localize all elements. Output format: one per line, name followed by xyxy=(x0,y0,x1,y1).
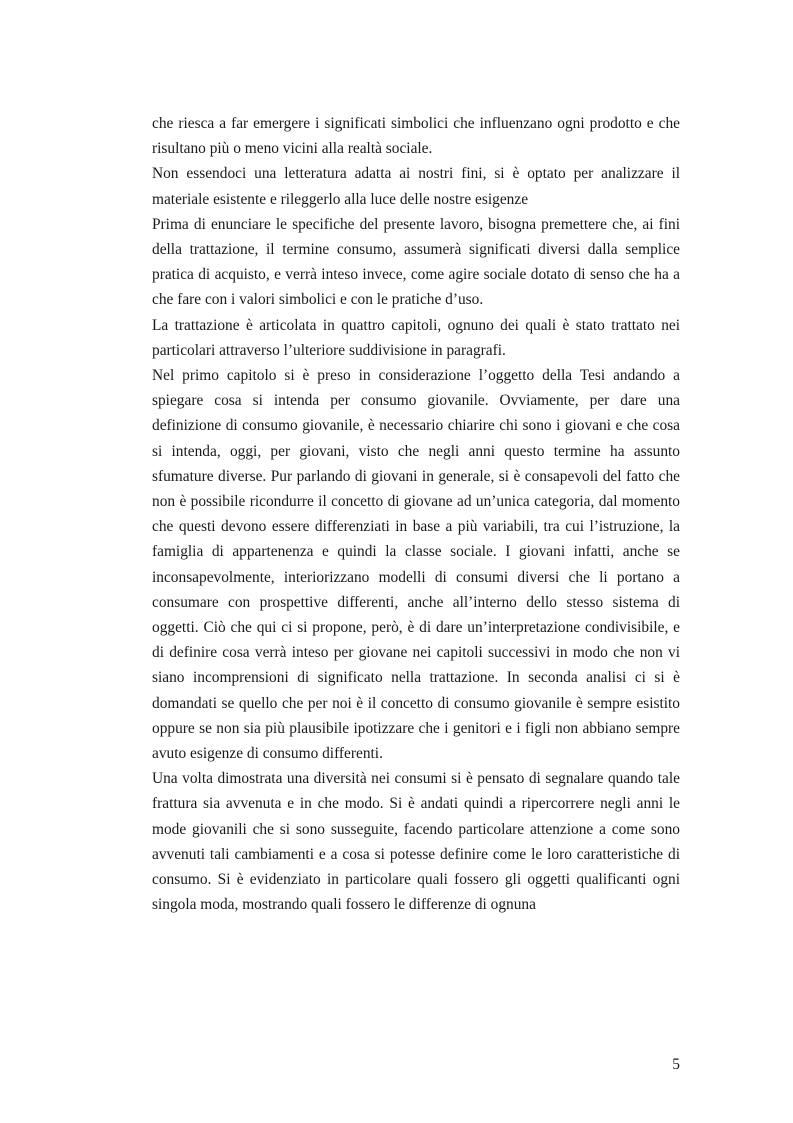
paragraph-continuation: che riesca a far emergere i significati simbolici che influenzano ogni prodotto e che risultano più o meno vicini alla realtà sociale. xyxy=(152,115,680,158)
paragraph-consumption-definition: Prima di enunciare le specifiche del presente lavoro, bisogna premettere che, ai fini della trattazione, il termine consumo, assumerà significati diversi dalla semplice pratica di acquisto, e verrà inteso invece, come agire sociale dotato di senso che ha a che fare con i valori simbolici e con le pratiche d’uso. xyxy=(152,215,680,309)
paragraph-youth-fashions: Una volta dimostrata una diversità nei consumi si è pensato di segnalare quando tale frattura sia avvenuta e in che modo. Si è andati quindi a ripercorrere negli anni le mode giovanili che si sono susseguite, facendo particolare attenzione a come sono avvenuti tali cambiamenti e a cosa si potesse definire come le loro caratteristiche di consumo. Si è evidenziato in particolare quali fossero gli oggetti qualificanti ogni singola moda, mostrando quali fossero le differenze di ognuna xyxy=(152,770,680,914)
page-number: 5 xyxy=(672,1056,680,1073)
paragraph-first-chapter: Nel primo capitolo si è preso in considerazione l’oggetto della Tesi andando a spiegare cosa si intenda per consumo giovanile. Ovviamente, per dare una definizione di consumo giovanile, è necessario chiarire chi sono i giovani e che cosa si intenda, oggi, per giovani, visto che negli anni questo termine ha assunto sfumature diverse. Pur parlando di giovani in generale, si è consapevoli del fatto che non è possibile ricondurre il concetto di giovane ad un’unica categoria, dal momento che questi devono essere differenziati in base a più variabili, tra cui l’istruzione, la famiglia di appartenenza e quindi la classe sociale. I giovani infatti, anche se inconsapevolmente, interiorizzano modelli di consumi diversi che li portano a consumare con prospettive differenti, anche all’interno dello stesso sistema di oggetti. Ciò che qui ci si propone, però, è di dare un’interpretazione condivisibile, e di definire cosa verrà inteso per giovane nei capitoli successivi in modo che non vi siano incomprensioni di significato nella trattazione. In seconda analisi ci si è domandati se quello che per noi è il concetto di consumo giovanile è sempre esistito oppure se non sia più plausibile ipotizzare che i genitori e i figli non abbiano sempre avuto esigenze di consumo differenti. xyxy=(152,367,680,763)
body-text xyxy=(152,111,680,918)
paragraph-literature: Non essendoci una letteratura adatta ai nostri fini, si è optato per analizzare il materiale esistente e rileggerlo alla luce delle nostre esigenze xyxy=(152,165,680,208)
paragraph-structure: La trattazione è articolata in quattro capitoli, ognuno dei quali è stato trattato nei particolari attraverso l’ulteriore suddivisione in paragrafi. xyxy=(152,316,680,359)
